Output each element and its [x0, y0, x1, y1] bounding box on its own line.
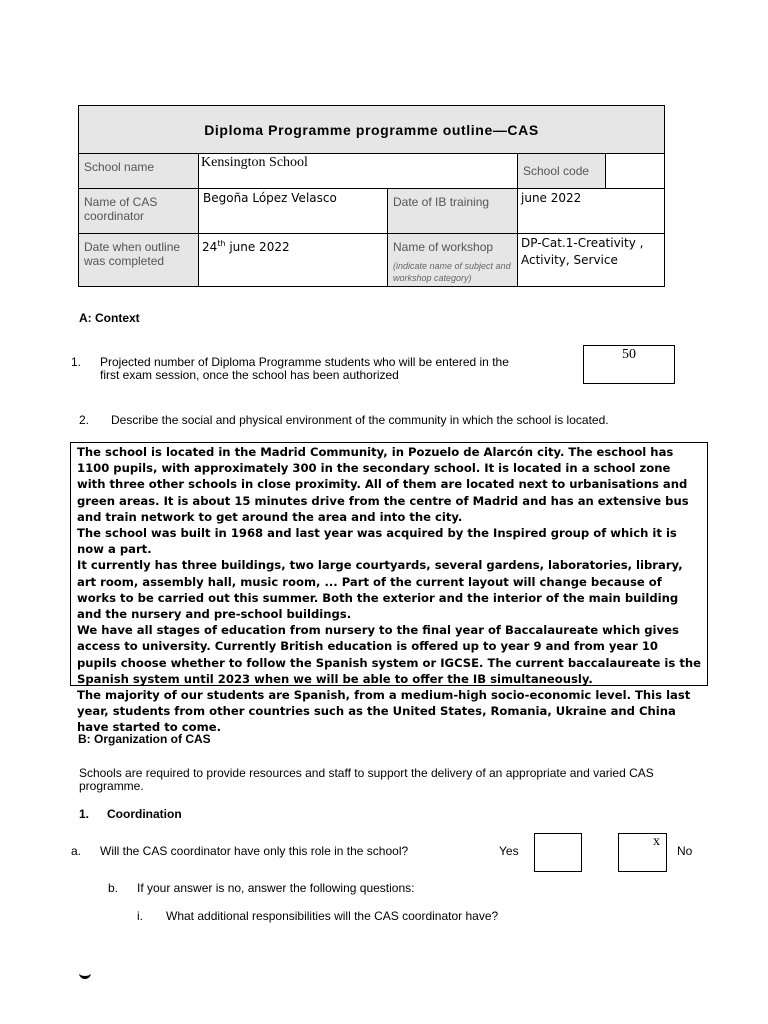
qa-text: Will the CAS coordinator have only this role in the school?: [100, 844, 409, 858]
description-paragraph: The school was built in 1968 and last year was acquired by the Inspired group of which it is now a part.: [77, 526, 677, 557]
outline-date-label: Date when outline was completed: [79, 234, 199, 287]
qa-letter: a.: [71, 844, 82, 858]
no-label: No: [677, 844, 693, 858]
ib-training-label: Date of IB training: [388, 189, 518, 234]
description-paragraph: The school is located in the Madrid Community, in Pozuelo de Alarcón city. The eschool has 1100 pupils, with approximately 300 in the secondary school. It is located in a school zone with three other schools in close proximity. All of them are located next to urbanisations and green areas. It is about 15 minutes drive from the centre of Madrid and has an extensive bus and train network to get around the area and into the city.: [77, 445, 689, 524]
coordinator-value: Begoña López Velasco: [199, 189, 388, 234]
ib-training-value: june 2022: [518, 189, 665, 234]
q2-number: 2.: [79, 413, 90, 427]
q1-answer-box: [583, 345, 675, 384]
q1-line1: Projected number of Diploma Programme students who will be entered in the: [100, 355, 509, 369]
section-a-heading: A: Context: [79, 311, 140, 325]
description-paragraph: It currently has three buildings, two large courtyards, several gardens, laboratories, library, art room, assembly hall, music room, ... Part of the current layout will change because of works to be carried out this summer. Both the exterior and the interior of the main building and the nursery and pre-school buildings.: [77, 558, 683, 622]
workshop-value: DP-Cat.1-Creativity , Activity, Service: [518, 234, 665, 287]
q1-answer: 50: [622, 347, 636, 362]
yes-label: Yes: [499, 844, 519, 858]
description-paragraph: The majority of our students are Spanish, from a medium-high socio-economic level. This last year, students from other countries such as the United States, Romania, Ukraine and China have started to come.: [77, 688, 691, 735]
school-name-value: Kensington School: [199, 154, 518, 189]
q1-number: 1.: [71, 355, 82, 369]
q1-line2: first exam session, once the school has been authorized: [100, 368, 399, 382]
workshop-label: Name of workshop: [393, 240, 494, 254]
qi-number: i.: [137, 909, 143, 923]
coordinator-label: Name of CAS coordinator: [79, 189, 199, 234]
outline-date-value: 24th june 2022: [199, 234, 388, 287]
school-code-label: School code: [518, 154, 606, 189]
section-b-heading: B: Organization of CAS: [78, 732, 211, 746]
coordination-number: 1.: [79, 807, 90, 821]
outline-title: Diploma Programme programme outline—CAS: [79, 106, 665, 154]
workshop-label-cell: [388, 234, 518, 287]
workshop-note: (indicate name of subject and workshop category): [393, 261, 511, 283]
section-b-intro-line1: Schools are required to provide resources and staff to support the delivery of an appropriate and varied CAS: [79, 766, 654, 780]
school-code-value: [606, 154, 665, 189]
community-description: [70, 442, 708, 735]
qi-text: What additional responsibilities will the CAS coordinator have?: [166, 909, 499, 923]
yes-checkbox[interactable]: [534, 833, 582, 872]
no-checkbox[interactable]: [618, 833, 667, 872]
coordination-heading: Coordination: [107, 807, 182, 821]
page-mark-icon: [79, 970, 91, 979]
q2-text: Describe the social and physical environment of the community in which the school is located.: [111, 413, 609, 427]
description-paragraph: We have all stages of education from nursery to the final year of Baccalaureate which gives access to university. Currently British education is offered up to year 9 and from year 10 pupils choose whether to follow the Spanish system or IGCSE. The current baccalaureate is the Spanish system until 2023 when we will be able to offer the IB simultaneously.: [77, 623, 701, 686]
qb-text: If your answer is no, answer the following questions:: [137, 881, 415, 895]
no-mark: x: [653, 834, 660, 849]
outline-table: [78, 105, 665, 287]
qb-letter: b.: [108, 881, 119, 895]
school-name-label: School name: [79, 154, 199, 189]
section-b-intro-line2: programme.: [79, 779, 144, 793]
